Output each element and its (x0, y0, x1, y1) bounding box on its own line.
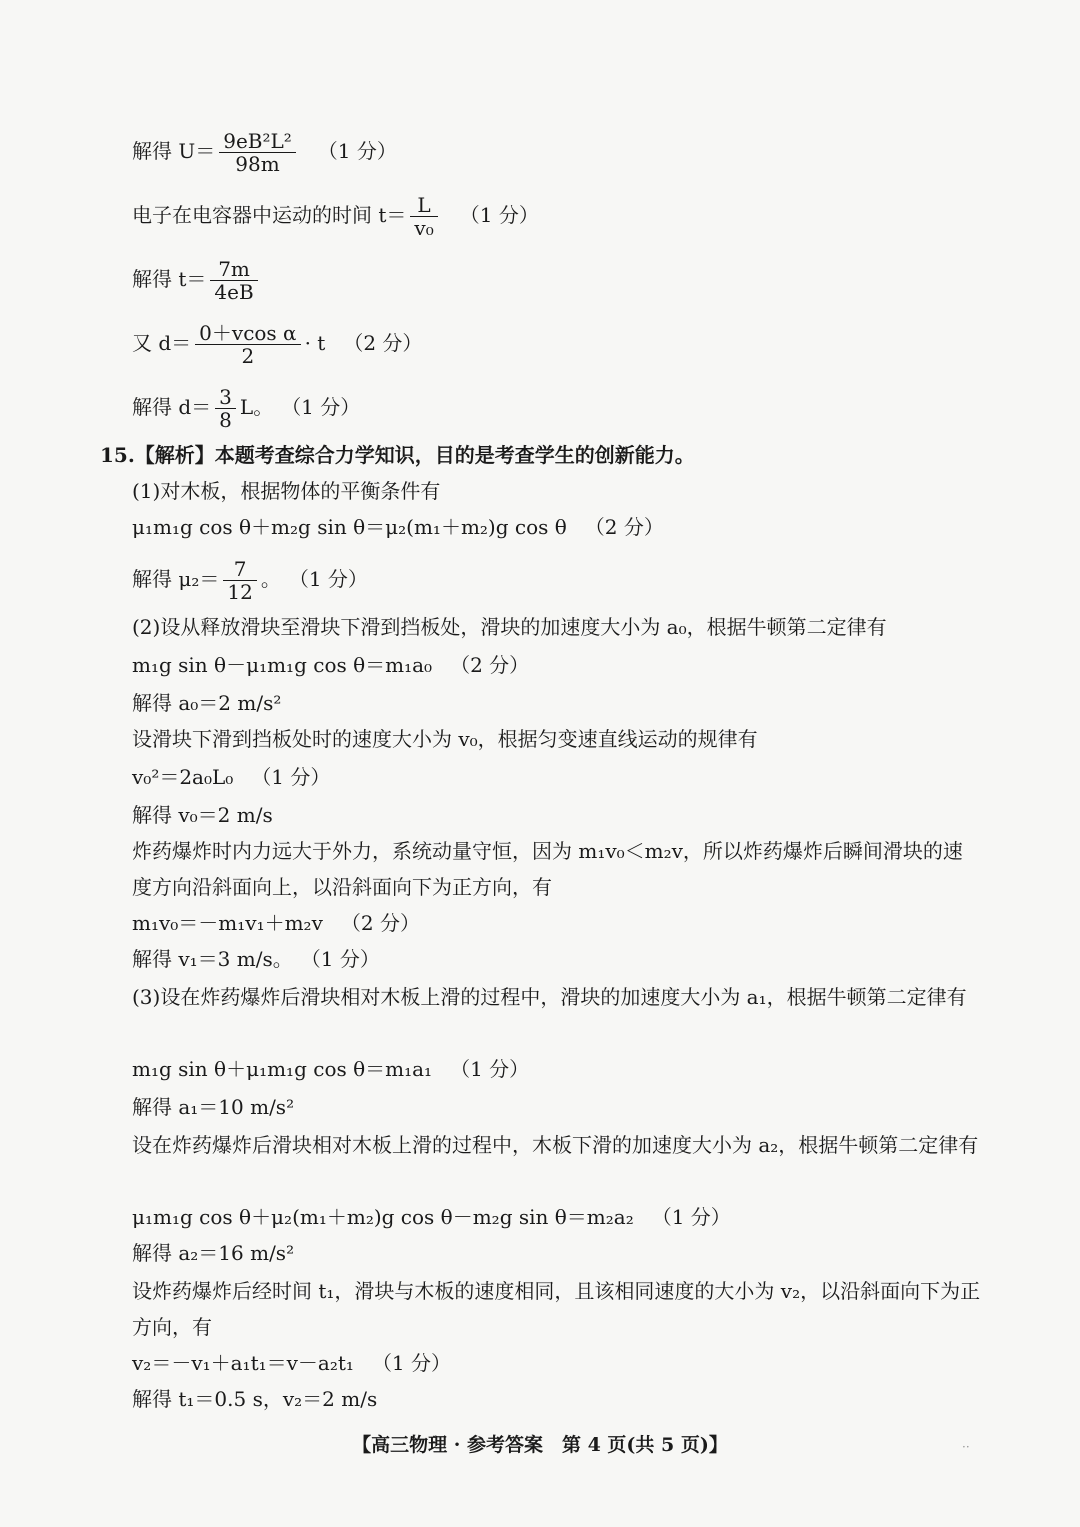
paragraph: 炸药爆炸时内力远大于外力，系统动量守恒，因为 m₁v₀＜m₂v，所以炸药爆炸后瞬间滑块的速度方向沿斜面向上，以沿斜面向下为正方向，有 (132, 839, 963, 899)
fraction: $\frac{L}{\text{v₀}}$ (410, 194, 437, 239)
equation: m₁v₀＝－m₁v₁＋m₂v （2 分） (132, 911, 420, 935)
fraction: $\frac{\text{0＋vcos α}}{2}$ (195, 322, 300, 367)
paragraph: (3)设在炸药爆炸后滑块相对木板上滑的过程中，滑块的加速度大小为 a₁，根据牛顿第二定律有 (132, 985, 967, 1009)
solution-line: 解得 U＝ $\frac{\text{9eB²L²}}{98m}$ （1 分） (132, 129, 397, 176)
paragraph: (1)对木板，根据物体的平衡条件有 (132, 479, 441, 503)
paragraph: 设在炸药爆炸后滑块相对木板上滑的过程中，木板下滑的加速度大小为 a₂，根据牛顿第二定律有 (132, 1133, 979, 1157)
solution-line: 解得 d＝ $\frac{3}{8}$ L。 （1 分） (132, 385, 361, 432)
solution-line: 解得 t＝ $\frac{7m}{4eB}$ (132, 258, 982, 303)
scan-mark: ·· (962, 1440, 970, 1454)
fraction: $\frac{7m}{4eB}$ (210, 258, 257, 303)
paragraph: 设炸药爆炸后经时间 t₁，滑块与木板的速度相同，且该相同速度的大小为 v₂，以沿斜面向下为正方向，有 (132, 1279, 981, 1339)
paragraph: 设滑块下滑到挡板处时的速度大小为 v₀，根据匀变速直线运动的规律有 (132, 727, 758, 751)
result: 解得 v₀＝2 m/s (132, 803, 273, 827)
result: 解得 a₀＝2 m/s² (132, 691, 282, 715)
paragraph: (2)设从释放滑块至滑块下滑到挡板处，滑块的加速度大小为 a₀，根据牛顿第二定律有 (132, 615, 887, 639)
equation: μ₁m₁g cos θ＋μ₂(m₁＋m₂)g cos θ－m₂g sin θ＝m₂a₂ （1 分） (132, 1205, 731, 1229)
equation: m₁g sin θ＋μ₁m₁g cos θ＝m₁a₁ （1 分） (132, 1057, 530, 1081)
equation: v₀²＝2a₀L₀ （1 分） (132, 765, 331, 789)
equation: v₂＝－v₁＋a₁t₁＝v－a₂t₁ （1 分） (132, 1351, 452, 1375)
solution-line: 解得 μ₂＝ $\frac{7}{12}$ 。 （1 分） (132, 557, 368, 604)
fraction: $\frac{3}{8}$ (215, 386, 236, 431)
result: 解得 a₁＝10 m/s² (132, 1095, 295, 1119)
question-heading: 15.【解析】本题考查综合力学知识，目的是考查学生的创新能力。 (100, 443, 695, 467)
equation: μ₁m₁g cos θ＋m₂g sin θ＝μ₂(m₁＋m₂)g cos θ （2 分） (132, 515, 664, 539)
solution-line: 电子在电容器中运动的时间 t＝ $\frac{L}{\text{v₀}}$ （1 分） (132, 193, 539, 240)
solution-line: 又 d＝ $\frac{\text{0＋vcos α}}{2}$ · t （2 分） (132, 321, 423, 368)
fraction: $\frac{\text{9eB²L²}}{98m}$ (219, 130, 296, 175)
result: 解得 a₂＝16 m/s² (132, 1241, 295, 1265)
result: 解得 t₁＝0.5 s，v₂＝2 m/s (132, 1387, 378, 1411)
fraction: $\frac{7}{12}$ (223, 558, 256, 603)
result: 解得 v₁＝3 m/s。 （1 分） (132, 947, 380, 971)
page-footer: 【高三物理 · 参考答案 第 4 页(共 5 页)】 (352, 1434, 728, 1456)
equation: m₁g sin θ－μ₁m₁g cos θ＝m₁a₀ （2 分） (132, 653, 530, 677)
